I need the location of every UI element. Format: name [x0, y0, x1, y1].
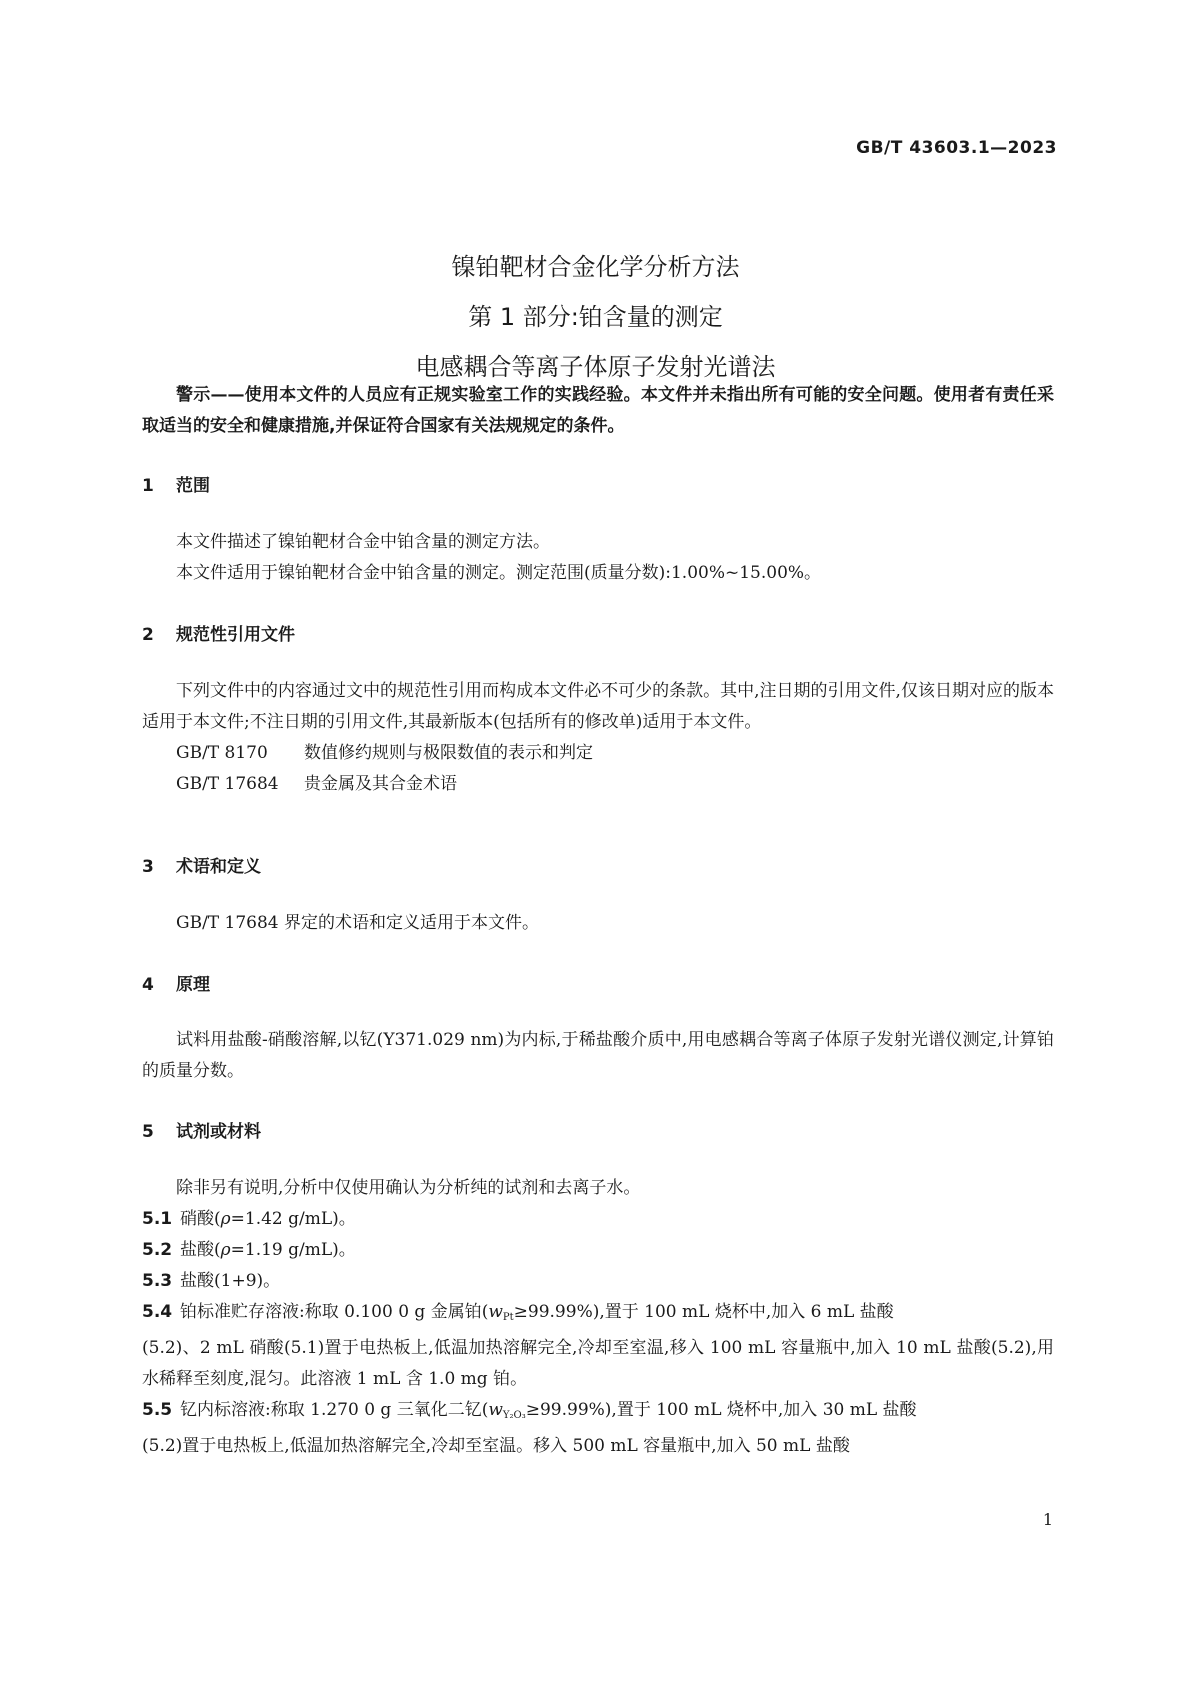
clause-number: 5.3 — [142, 1271, 173, 1291]
clause-text — [180, 1204, 1054, 1235]
text-run: 钇内标溶液:称取 1.270 0 g 三氧化二钇( — [180, 1400, 489, 1420]
clause-text — [180, 1297, 1054, 1333]
section-1-body — [142, 527, 1054, 589]
clause-5-5-continuation: (5.2)置于电热板上,低温加热溶解完全,冷却至室温。移入 500 mL 容量瓶中,加入 50 mL 盐酸 — [142, 1436, 850, 1456]
clause-5-2 — [142, 1235, 1054, 1266]
mass-fraction-symbol: w — [488, 1302, 503, 1322]
section-3-body — [142, 908, 1054, 939]
page-number: 1 — [1042, 1510, 1053, 1529]
paragraph: GB/T 17684 界定的术语和定义适用于本文件。 — [176, 913, 540, 933]
reference-title: 数值修约规则与极限数值的表示和判定 — [304, 743, 593, 763]
section-5-body — [142, 1173, 1054, 1462]
section-title: 原理 — [176, 975, 210, 995]
section-title: 规范性引用文件 — [176, 625, 295, 645]
clause-number: 5.2 — [142, 1240, 173, 1260]
section-4-body — [142, 1025, 1054, 1087]
section-number: 1 — [142, 476, 154, 496]
text-run: =1.19 g/mL)。 — [230, 1240, 356, 1260]
clause-5-4 — [142, 1297, 1054, 1333]
clause-5-3 — [142, 1266, 1054, 1297]
paragraph: 下列文件中的内容通过文中的规范性引用而构成本文件必不可少的条款。其中,注日期的引用文件,仅该日期对应的版本适用于本文件;不注日期的引用文件,其最新版本(包括所有的修改单)适用于本文件。 — [142, 681, 1054, 732]
subscript: Pt — [502, 1312, 514, 1323]
normative-reference — [142, 738, 1054, 769]
subscript: Y₂O₃ — [502, 1410, 526, 1421]
paragraph: 本文件适用于镍铂靶材合金中铂含量的测定。测定范围(质量分数):1.00%~15.00%。 — [176, 563, 822, 583]
paragraph: 除非另有说明,分析中仅使用确认为分析纯的试剂和去离子水。 — [176, 1178, 641, 1198]
section-number: 2 — [142, 625, 154, 645]
reference-code: GB/T 17684 — [176, 774, 279, 794]
section-heading-3 — [142, 852, 261, 883]
clause-number: 5.1 — [142, 1209, 173, 1229]
section-heading-2 — [142, 620, 295, 651]
section-heading-4 — [142, 970, 210, 1001]
clause-5-5 — [142, 1395, 1054, 1431]
density-symbol: ρ — [220, 1209, 231, 1229]
reference-title: 贵金属及其合金术语 — [304, 774, 457, 794]
document-title — [0, 242, 1191, 392]
density-symbol: ρ — [220, 1240, 231, 1260]
clause-5-1 — [142, 1204, 1054, 1235]
text-run: 盐酸( — [180, 1240, 221, 1260]
text-run: =1.42 g/mL)。 — [230, 1209, 356, 1229]
section-title: 术语和定义 — [176, 857, 261, 877]
clause-text: 盐酸(1+9)。 — [180, 1271, 281, 1291]
section-number: 4 — [142, 975, 154, 995]
title-line-3: 电感耦合等离子体原子发射光谱法 — [415, 353, 776, 381]
paragraph: 试料用盐酸-硝酸溶解,以钇(Y371.029 nm)为内标,于稀盐酸介质中,用电感耦合等离子体原子发射光谱仪测定,计算铂的质量分数。 — [142, 1030, 1054, 1081]
text-run: ≥99.99%),置于 100 mL 烧杯中,加入 6 mL 盐酸 — [513, 1302, 894, 1322]
clause-number: 5.5 — [142, 1400, 173, 1420]
clause-text — [180, 1235, 1054, 1266]
section-title: 范围 — [176, 476, 210, 496]
paragraph: 本文件描述了镍铂靶材合金中铂含量的测定方法。 — [176, 532, 550, 552]
section-number: 5 — [142, 1122, 154, 1142]
section-heading-1 — [142, 471, 210, 502]
text-run: ≥99.99%),置于 100 mL 烧杯中,加入 30 mL 盐酸 — [525, 1400, 917, 1420]
clause-number: 5.4 — [142, 1302, 173, 1322]
text-run: 硝酸( — [180, 1209, 221, 1229]
text-run: 铂标准贮存溶液:称取 0.100 0 g 金属铂( — [180, 1302, 489, 1322]
section-2-body — [142, 676, 1054, 800]
warning-paragraph: 警示——使用本文件的人员应有正规实验室工作的实践经验。本文件并未指出所有可能的安全问题。使用者有责任采取适当的安全和健康措施,并保证符合国家有关法规规定的条件。 — [142, 385, 1054, 436]
section-title: 试剂或材料 — [176, 1122, 261, 1142]
title-line-2: 第 1 部分:铂含量的测定 — [468, 303, 723, 331]
standard-number: GB/T 43603.1—2023 — [856, 138, 1057, 158]
normative-reference — [142, 769, 1054, 800]
title-line-1: 镍铂靶材合金化学分析方法 — [451, 253, 740, 281]
clause-5-4-continuation: (5.2)、2 mL 硝酸(5.1)置于电热板上,低温加热溶解完全,冷却至室温,移入 100 mL 容量瓶中,加入 10 mL 盐酸(5.2),用水稀释至刻度,混匀。此溶液 1 mL 含 1.0 mg 铂。 — [142, 1338, 1054, 1389]
clause-text — [180, 1395, 1054, 1431]
reference-code: GB/T 8170 — [176, 743, 268, 763]
mass-fraction-symbol: w — [488, 1400, 503, 1420]
section-heading-5 — [142, 1117, 261, 1148]
section-number: 3 — [142, 857, 154, 877]
